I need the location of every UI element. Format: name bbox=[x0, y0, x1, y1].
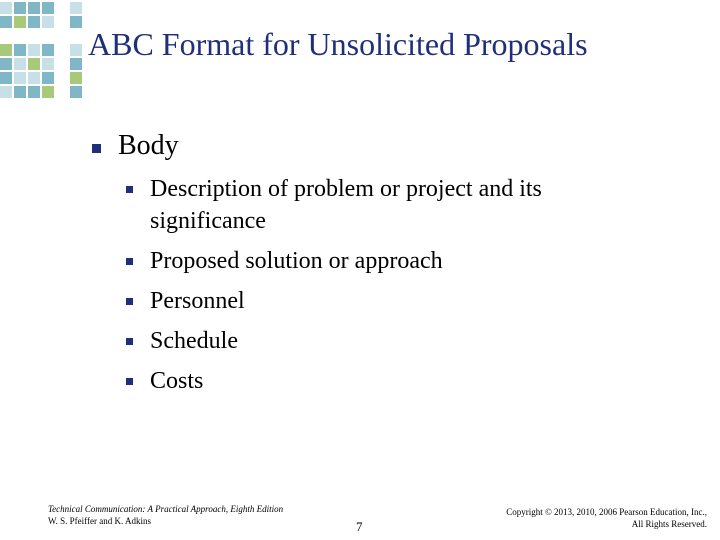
footer-book-title: Technical Communication: A Practical Approach, Eighth Edition bbox=[48, 504, 284, 514]
tile bbox=[28, 58, 40, 70]
tile bbox=[42, 86, 54, 98]
tile bbox=[42, 30, 54, 42]
tile bbox=[28, 44, 40, 56]
copyright-line-1: Copyright © 2013, 2010, 2006 Pearson Education, Inc., bbox=[506, 507, 707, 517]
sub-bullet-text: Schedule bbox=[150, 328, 238, 354]
bullet-square-icon bbox=[126, 378, 133, 385]
tile bbox=[42, 72, 54, 84]
sub-bullet-list bbox=[126, 173, 666, 405]
tile bbox=[0, 72, 12, 84]
tile bbox=[70, 72, 82, 84]
tile bbox=[0, 30, 12, 42]
tile bbox=[0, 86, 12, 98]
slide-title: ABC Format for Unsolicited Proposals bbox=[88, 26, 588, 62]
tile bbox=[28, 72, 40, 84]
tile bbox=[56, 2, 68, 14]
decorative-tile-grid bbox=[0, 0, 84, 104]
tile bbox=[70, 2, 82, 14]
tile bbox=[70, 16, 82, 28]
tile bbox=[56, 16, 68, 28]
tile bbox=[56, 44, 68, 56]
tile bbox=[56, 72, 68, 84]
tile bbox=[42, 44, 54, 56]
tile-grid-graphic bbox=[0, 0, 84, 104]
sub-bullet-item bbox=[126, 325, 666, 357]
bullet-square-icon bbox=[126, 186, 133, 193]
tile bbox=[14, 72, 26, 84]
sub-bullet-text: Proposed solution or approach bbox=[150, 248, 443, 274]
bullet-square-icon bbox=[126, 338, 133, 345]
footer-authors: W. S. Pfeiffer and K. Adkins bbox=[48, 516, 151, 526]
tile bbox=[70, 86, 82, 98]
sub-bullet-text: Description of problem or project and its significance bbox=[150, 176, 542, 234]
tile bbox=[14, 44, 26, 56]
bullet-square-icon bbox=[92, 144, 101, 153]
tile bbox=[14, 86, 26, 98]
tile bbox=[70, 58, 82, 70]
tile bbox=[28, 2, 40, 14]
tile bbox=[0, 2, 12, 14]
tile bbox=[42, 58, 54, 70]
copyright-line-2: All Rights Reserved. bbox=[631, 519, 707, 529]
tile bbox=[14, 16, 26, 28]
tile bbox=[0, 16, 12, 28]
sub-bullet-text: Costs bbox=[150, 368, 204, 394]
tile bbox=[0, 44, 12, 56]
sub-bullet-item bbox=[126, 173, 666, 237]
tile bbox=[14, 30, 26, 42]
tile bbox=[42, 16, 54, 28]
sub-bullet-item bbox=[126, 245, 666, 277]
tile bbox=[28, 30, 40, 42]
footer-copyright bbox=[506, 506, 707, 530]
tile bbox=[14, 2, 26, 14]
bullet-body bbox=[92, 130, 179, 162]
footer-citation bbox=[48, 503, 283, 527]
sub-bullet-item bbox=[126, 365, 666, 397]
tile bbox=[56, 30, 68, 42]
tile bbox=[14, 58, 26, 70]
tile bbox=[70, 30, 82, 42]
sub-bullet-item bbox=[126, 285, 666, 317]
tile bbox=[56, 58, 68, 70]
tile bbox=[56, 86, 68, 98]
tile bbox=[28, 86, 40, 98]
tile bbox=[0, 58, 12, 70]
page-number: 7 bbox=[356, 519, 363, 534]
bullet-body-label: Body bbox=[118, 130, 179, 161]
sub-bullet-text: Personnel bbox=[150, 288, 245, 314]
bullet-square-icon bbox=[126, 298, 133, 305]
tile bbox=[28, 16, 40, 28]
bullet-square-icon bbox=[126, 258, 133, 265]
tile bbox=[42, 2, 54, 14]
tile bbox=[70, 44, 82, 56]
